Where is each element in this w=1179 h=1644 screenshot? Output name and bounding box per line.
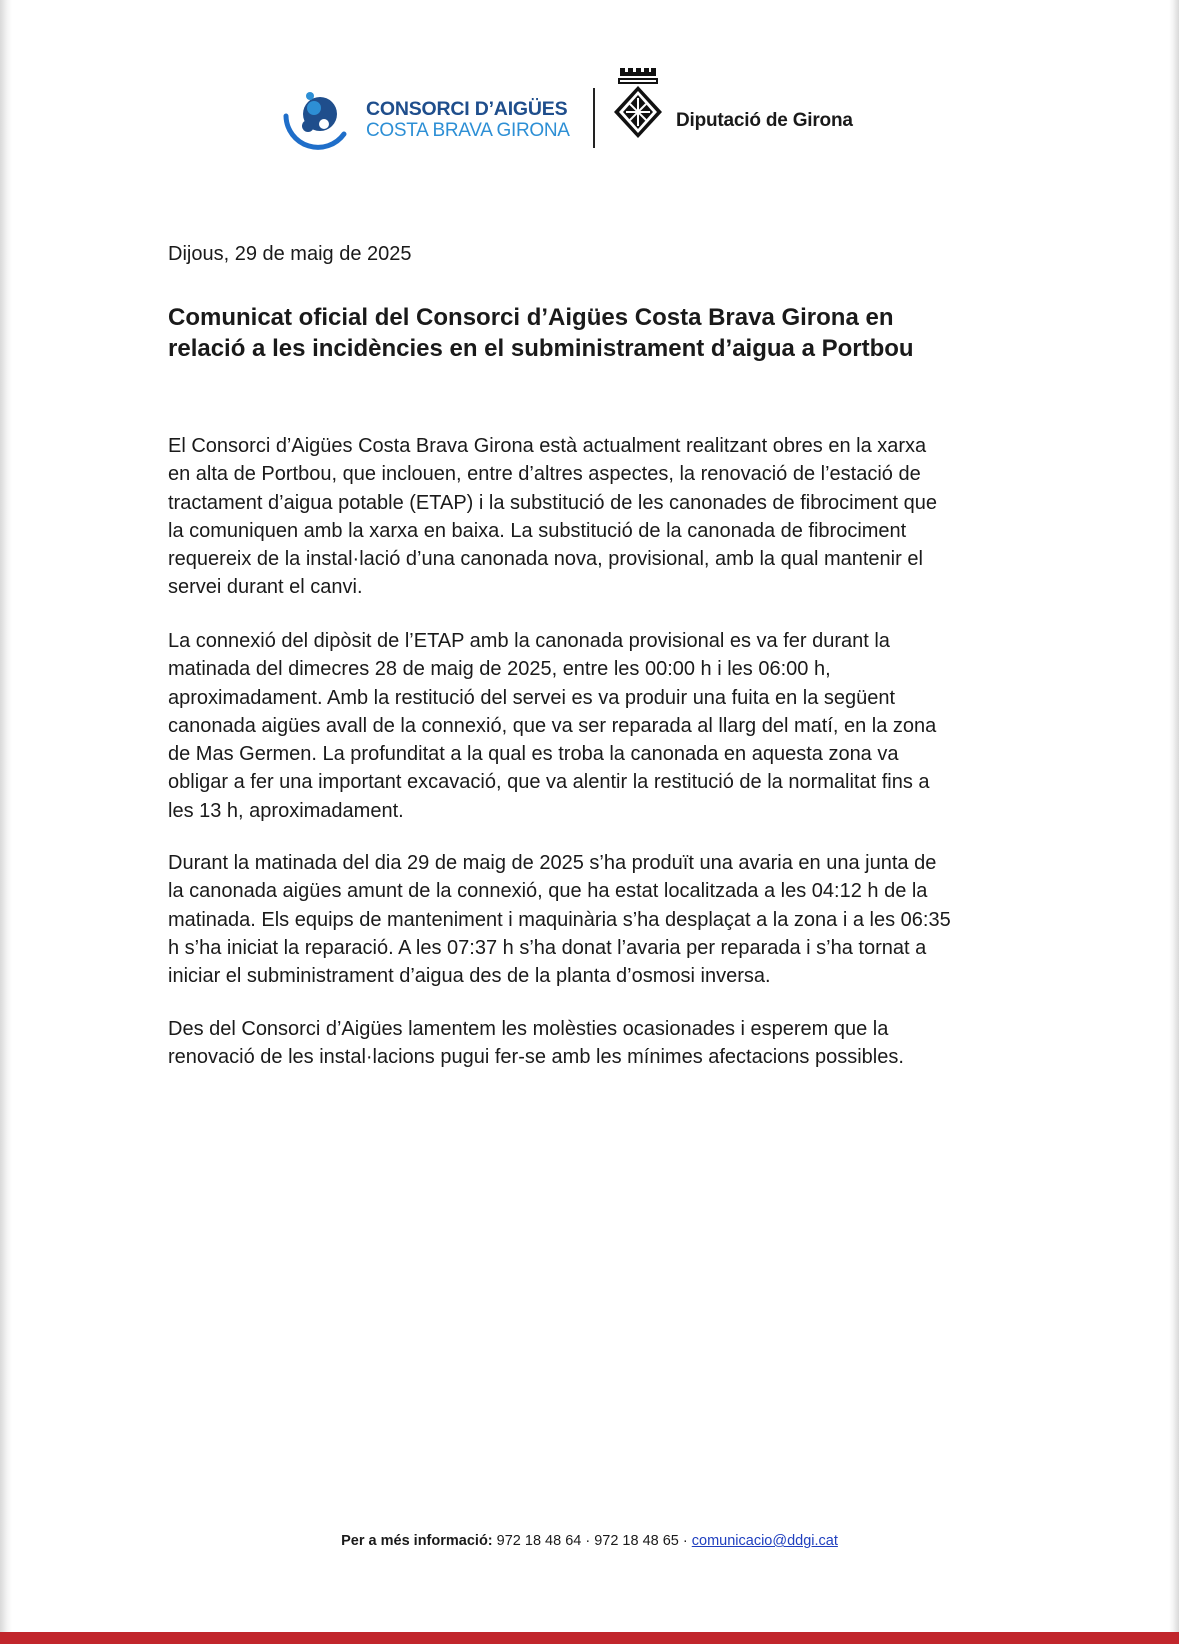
footer-email-link[interactable]: comunicacio@ddgi.cat — [691, 1533, 838, 1549]
logo-divider — [593, 88, 595, 148]
page-edge-left — [0, 0, 12, 1644]
title-line-1: Comunicat oficial del Consorci d’Aigües Costa Brava Girona en — [168, 304, 894, 331]
diputacio-coat-of-arms-icon — [608, 68, 670, 152]
paragraph-1: El Consorci d’Aigües Costa Brava Girona està actualment realitzant obres en la xarxa en alta de Portbou, que inclouen, entre d’altres aspectes, la renovació de l’estació de tractament d’aigua potable (ETAP) i la substitució de les canonades de fibrociment que la comuniquen amb la xarxa en baixa. La substitució de la canonada de fibrociment requereix de la instal·lació d’una canonada nova, provisional, amb la qual mantenir el servei durant el canvi. — [168, 435, 937, 599]
title-line-2: relació a les incidències en el subministrament d’aigua a Portbou — [168, 335, 914, 362]
paragraph-2: La connexió del dipòsit de l’ETAP amb la canonada provisional es va fer durant la matinada del dimecres 28 de maig de 2025, entre les 00:00 h i les 06:00 h, aproximadament. Amb la restitució del servei es va produir una fuita en la següent canonada aigües avall de la connexió, que va ser reparada al llarg del matí, en la zona de Mas Germen. La profunditat a la qual es troba la canonada en aquesta zona va obligar a fer una important excavació, que va alentir la restitució de la normalitat fins a les 13 h, aproximadament. — [168, 630, 937, 822]
document-title — [168, 302, 1028, 364]
footer-phones: 972 18 48 64 · 972 18 48 65 · — [496, 1533, 688, 1549]
footer-label: Per a més informació: — [341, 1533, 493, 1549]
consorci-name-line2: COSTA BRAVA GIRONA — [366, 120, 570, 141]
bottom-accent-bar — [0, 1632, 1179, 1644]
consorci-logo — [280, 86, 580, 152]
consorci-name-line1: CONSORCI D’AIGÜES — [366, 98, 568, 120]
document-date: Dijous, 29 de maig de 2025 — [168, 243, 412, 265]
consorci-water-logo-icon — [280, 86, 354, 152]
diputacio-name: Diputació de Girona — [676, 110, 853, 131]
paragraph-4: Des del Consorci d’Aigües lamentem les molèsties ocasionades i esperem que la renovació de les instal·lacions pugui fer-se amb les mínimes afectacions possibles. — [168, 1018, 904, 1069]
page-edge-right — [1169, 0, 1179, 1644]
contact-footer — [0, 1533, 1179, 1549]
paragraph-3: Durant la matinada del dia 29 de maig de 2025 s’ha produït una avaria en una junta de la canonada aigües amunt de la connexió, que ha estat localitzada a les 04:12 h de la matinada. Els equips de manteniment i maquinària s’ha desplaçat a la zona i a les 06:35 h s’ha iniciat la reparació. A les 07:37 h s’ha donat l’avaria per reparada i s’ha tornat a iniciar el subministrament d’aigua des de la planta d’osmosi inversa. — [168, 852, 951, 988]
diputacio-logo — [608, 68, 888, 152]
